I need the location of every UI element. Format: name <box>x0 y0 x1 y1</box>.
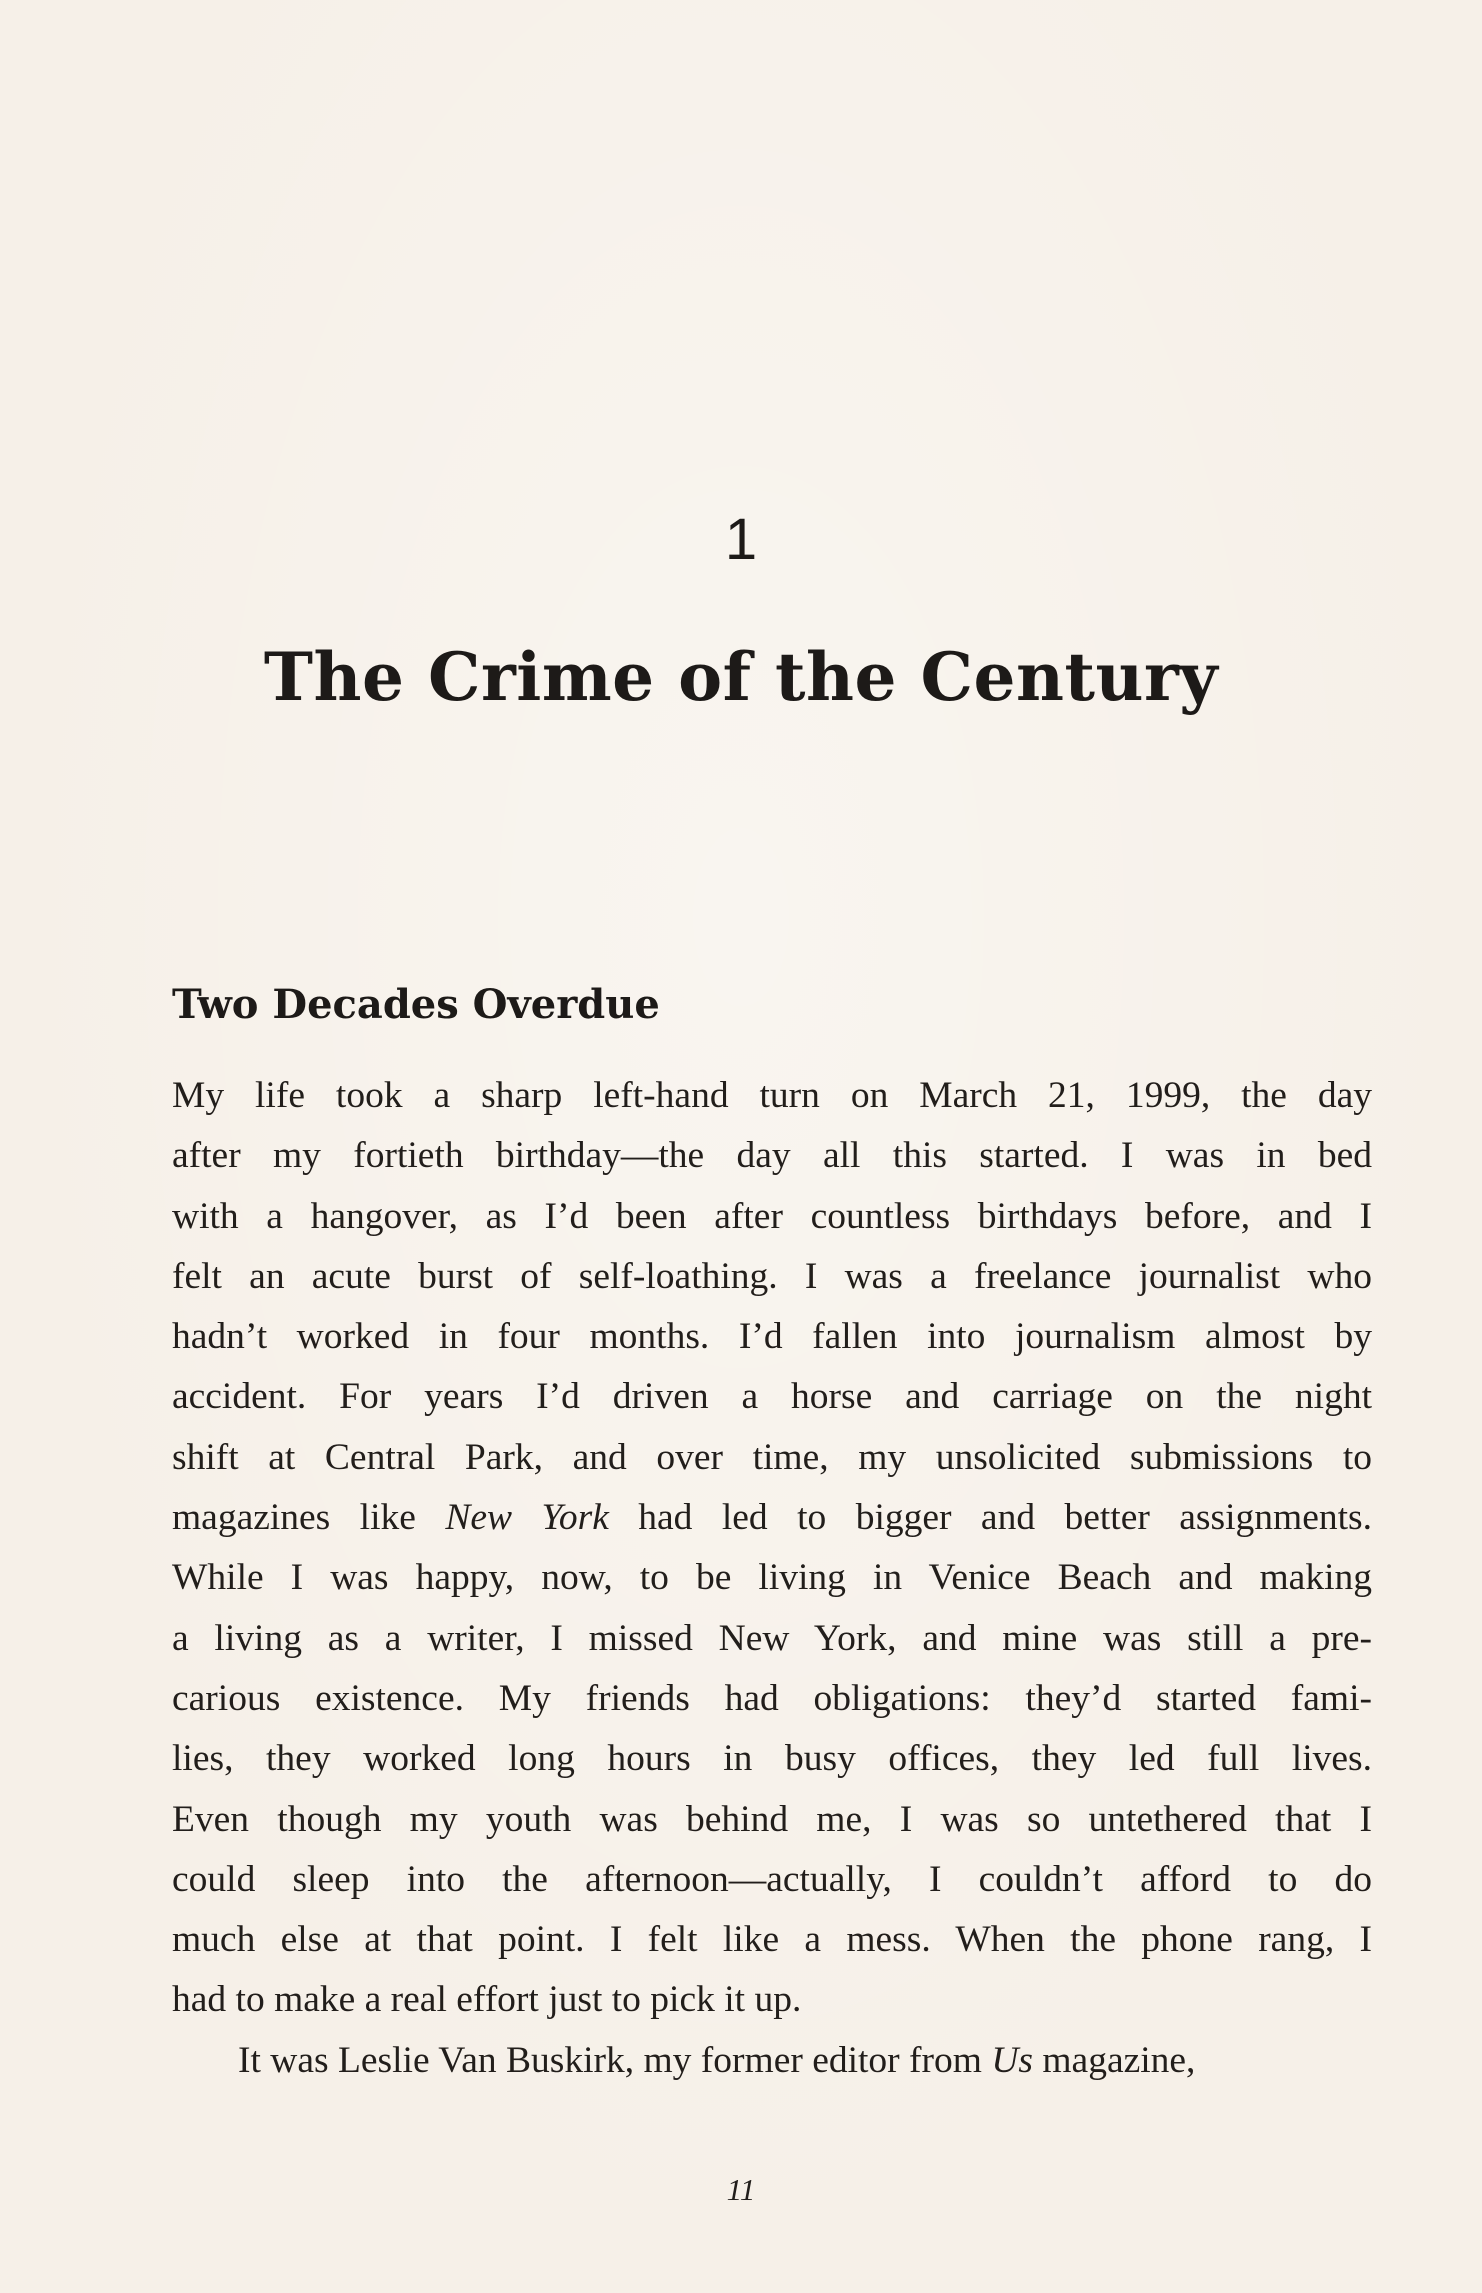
text-run: magazines like <box>172 1497 446 1539</box>
page-number: 11 <box>726 2172 756 2207</box>
text-line: lies, they worked long hours in busy offices, they led full lives. <box>172 1738 1372 1780</box>
text-line: had to make a real effort just to pick it up. <box>172 1979 802 2021</box>
section-heading: Two Decades Overdue <box>172 981 660 1028</box>
text-line <box>172 1488 1372 1548</box>
chapter-title: The Crime of the Century <box>263 638 1219 716</box>
text-line: after my fortieth birthday—the day all this started. I was in bed <box>172 1135 1372 1177</box>
text-line: could sleep into the afternoon—actually, I couldn’t afford to do <box>172 1858 1372 1900</box>
text-run: magazine, <box>1033 2039 1196 2081</box>
magazine-title-us: Us <box>991 2039 1034 2081</box>
text-run: It was Leslie Van Buskirk, my former editor from <box>238 2039 992 2081</box>
text-line: Even though my youth was behind me, I was so untethered that I <box>172 1798 1372 1840</box>
text-line: While I was happy, now, to be living in Venice Beach and making <box>172 1557 1372 1599</box>
text-line: accident. For years I’d driven a horse and carriage on the night <box>172 1376 1372 1418</box>
text-line: carious existence. My friends had obligations: they’d started fami- <box>172 1677 1372 1719</box>
magazine-title-new-york: New York <box>445 1497 609 1539</box>
text-line <box>172 2031 1372 2091</box>
body-text <box>172 1066 1372 2091</box>
text-line: much else at that point. I felt like a mess. When the phone rang, I <box>172 1919 1372 1961</box>
text-line: a living as a writer, I missed New York, and mine was still a pre- <box>172 1617 1372 1659</box>
chapter-number: 1 <box>724 507 758 572</box>
text-line: felt an acute burst of self-loathing. I was a freelance journalist who <box>172 1255 1372 1297</box>
text-line: hadn’t worked in four months. I’d fallen into journalism almost by <box>172 1316 1372 1358</box>
text-line: My life took a sharp left-hand turn on March 21, 1999, the day <box>172 1075 1372 1116</box>
text-run: had led to bigger and better assignments. <box>608 1497 1372 1539</box>
text-line: with a hangover, as I’d been after countless birthdays before, and I <box>172 1195 1372 1237</box>
text-line: shift at Central Park, and over time, my unsolicited submissions to <box>172 1436 1372 1478</box>
